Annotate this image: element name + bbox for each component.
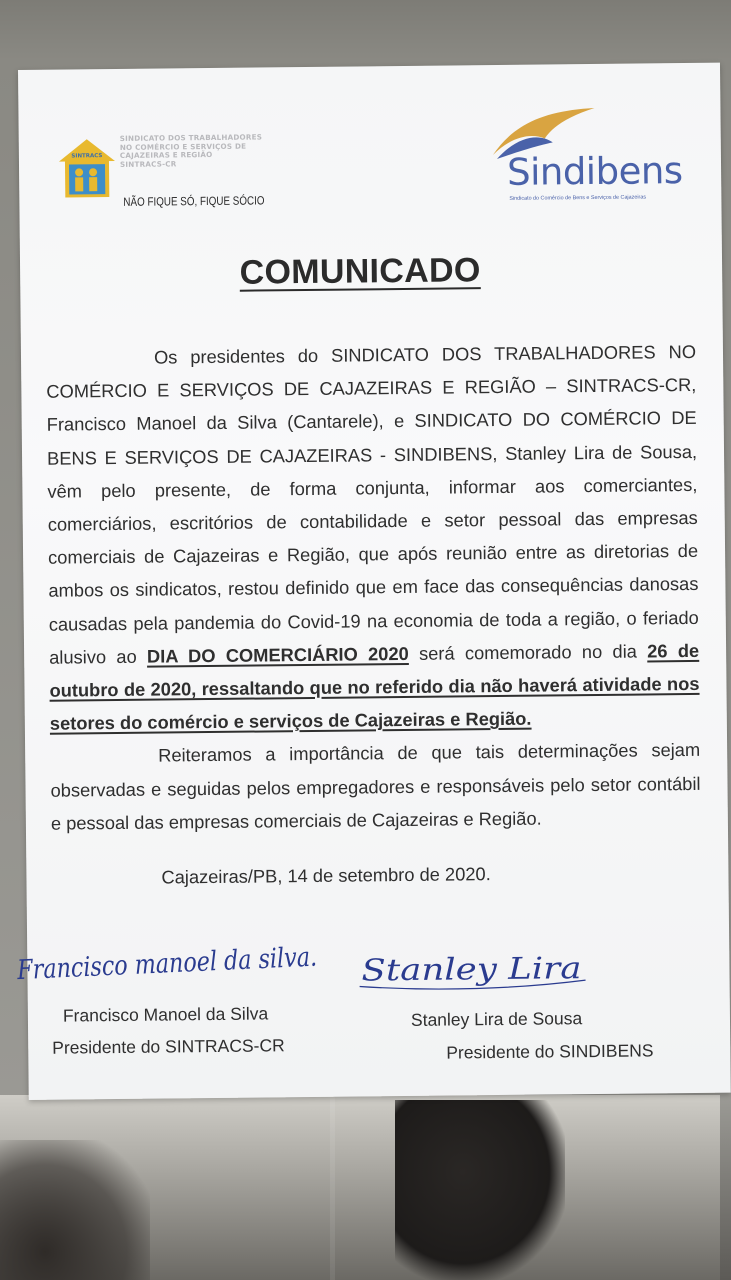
paragraph-main: Os presidentes do SINDICATO DOS TRABALHADORES NO COMÉRCIO E SERVIÇOS DE CAJAZEIRAS E REGIÃO – SINTRACS-CR, Francisco Manoel da Silva (Cantarele), e SINDICATO DO COMÉRCIO DE BENS E SERVIÇOS DE CAJAZEIRAS - SINDIBENS, Stanley Lira de Sousa, vêm pelo presente, de forma conjunta, informar aos comerciantes, comerciários, escritórios de contabilidade e setor pessoal das empresas comerciais de Cajazeiras e Região, que após reunião entre as diretorias de ambos os sindicatos, restou definido que em face das consequências danosas causadas pela pandemia do Covid-19 na economia de toda a região, o feriado alusivo ao DIA DO COMERCIÁRIO 2020 será comemorado no dia 26 de outubro de 2020, ressaltando que no referido dia não haverá atividade nos setores do comércio e serviços de Cajazeiras e Região.	[46, 340, 700, 734]
sintracs-logo	[57, 133, 278, 215]
date-line: Cajazeiras/PB, 14 de setembro de 2020.	[161, 863, 491, 888]
document-body	[46, 335, 701, 840]
sintracs-name: SINDICATO DOS TRABALHADORES NO COMÉRCIO E SERVIÇOS DE CAJAZEIRAS E REGIÃO SINTRACS-CR	[119, 132, 263, 169]
leg-shadow	[0, 1140, 150, 1280]
document-page	[18, 63, 731, 1100]
signatory-role-1: Presidente do SINTRACS-CR	[52, 1035, 285, 1058]
sintracs-slogan: NÃO FIQUE SÓ, FIQUE SÓCIO	[123, 193, 265, 209]
sindibens-subtitle: Sindicato do Comércio de Bens e Serviços de Cajazeiras	[509, 194, 647, 202]
signatory-name-2: Stanley Lira de Sousa	[410, 1008, 583, 1030]
house-emblem-icon	[57, 137, 118, 200]
sindibens-logo	[480, 101, 701, 203]
svg-text:Francisco manoel da silva.: Francisco manoel da silva.	[16, 938, 382, 987]
highlight-holiday: DIA DO COMERCIÁRIO 2020	[146, 642, 409, 667]
sindibens-brand: Sindibens	[506, 149, 683, 194]
emblem-text: SINTRACS	[71, 153, 103, 160]
highlight-date: 26 de outubro de 2020, ressaltando que no referido dia não haverá atividade nos setores do comércio e serviços de Cajazeiras e Região.	[49, 639, 700, 734]
svg-text:Stanley Lira: Stanley Lira	[361, 951, 548, 989]
signature-francisco	[13, 929, 382, 992]
signatory-name-1: Francisco Manoel da Silva	[62, 1003, 269, 1026]
paragraph-reiteration: Reiteramos a importância de que tais determinações sejam observadas e seguidas pelos empregadores e responsáveis pelo setor contábil e pessoal das empresas comerciais de Cajazeiras e Região.	[50, 739, 701, 834]
shoe-shadow	[395, 1100, 565, 1280]
signature-stanley	[357, 943, 678, 1006]
signatory-role-2: Presidente do SINDIBENS	[446, 1040, 654, 1063]
document-title: COMUNICADO	[239, 251, 481, 292]
